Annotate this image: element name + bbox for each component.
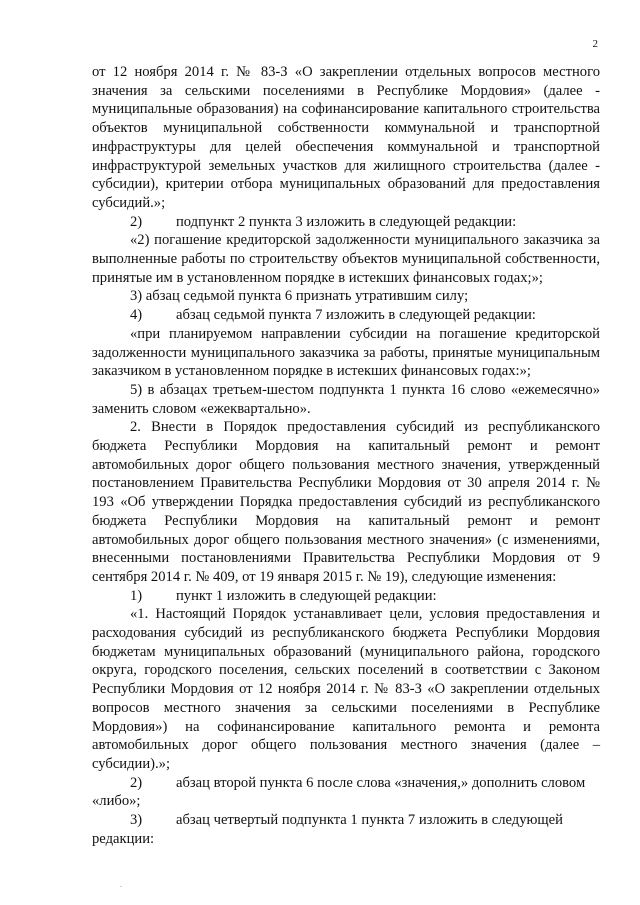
list-item-text: подпункт 2 пункта 3 изложить в следующей редакции: [176, 213, 517, 230]
list-item-number: 2) [130, 213, 143, 230]
list-item [92, 306, 600, 325]
list-item-number: 2) [130, 774, 143, 791]
list-item-text: абзац седьмой пункта 7 изложить в следующей редакции: [176, 307, 536, 324]
paragraph: 2. Внести в Порядок предоставления субсидий из республиканского бюджета Республики Мордовия на капитальный ремонт и ремонт автомобильных дорог общего пользования местного значения, утвержденный постановлением Правительства Республики Мордовия от 30 апреля 2014 г. № 193 «Об утверждении Порядка предоставления субсидий из республиканского бюджета Республики Мордовия на капитальный ремонт и ремонт автомобильных дорог общего пользования местного значения» (с изменениями, внесенными постановлениями Правительства Республики Мордовия от 9 сентября 2014 г. № 409, от 19 января 2015 г. № 19), следующие изменения: [92, 419, 600, 585]
list-item-number: 3) [130, 812, 143, 829]
list-item-text: абзац четвертый подпункта 1 пункта 7 изложить в следующей [176, 812, 563, 829]
list-item-number: 1) [130, 587, 143, 604]
paragraph: «1. Настоящий Порядок устанавливает цели, условия предоставления и расходования субсидий из республиканского бюджета Республики Мордовия бюджетам муниципальных образований (муниципального района, городского округа, городского поселения, сельских поселений в соответствии с Законом Республики Мордовия от 12 ноября 2014 г. № 83-З «О закреплении отдельных вопросов местного значения за сельскими поселениями в Республике Мордовия») на софинансирование капитального ремонта и ремонта автомобильных дорог общего пользования местного значения (далее – субсидии).»; [92, 606, 600, 772]
scan-mark: . [120, 880, 122, 889]
list-item [92, 587, 600, 606]
paragraph: от 12 ноября 2014 г. № 83-З «О закреплении отдельных вопросов местного значения за сельскими поселениями в Республике Мордовия» (далее - муниципальные образования) на софинансирование капитального строительства объектов муниципальной собственности коммунальной и транспортной инфраструктуры для целей обеспечения коммунальной и транспортной инфраструктурой земельных участков для жилищного строительства (далее - субсидии), критерии отбора муниципальных образований для предоставления субсидий.»; [92, 64, 600, 211]
list-item-number: 4) [130, 307, 143, 324]
list-item [92, 811, 600, 830]
list-item-text: пункт 1 изложить в следующей редакции: [176, 587, 437, 604]
paragraph: «2) погашение кредиторской задолженности муниципального заказчика за выполненные работы по строительству объектов муниципальной собственности, принятые им в установленном порядке в истекших финансовых годах;»; [92, 232, 600, 286]
paragraph: «либо»; [92, 793, 141, 810]
paragraph: «при планируемом направлении субсидии на погашение кредиторской задолженности муниципального заказчика за работы, принятые муниципальным заказчиком в установленном порядке в истекших финансовых годах:»; [92, 325, 600, 380]
paragraph: редакции: [92, 830, 155, 847]
page-number: 2 [592, 38, 598, 50]
document-body [92, 63, 600, 848]
list-item-text: абзац второй пункта 6 после слова «значения,» дополнить словом [176, 774, 586, 791]
list-item [92, 213, 600, 232]
paragraph: 5) в абзацах третьем-шестом подпункта 1 пункта 16 слово «ежемесячно» заменить словом «ежеквартально». [92, 381, 600, 417]
paragraph: 3) абзац седьмой пункта 6 признать утратившим силу; [130, 288, 469, 305]
list-item [92, 774, 600, 793]
